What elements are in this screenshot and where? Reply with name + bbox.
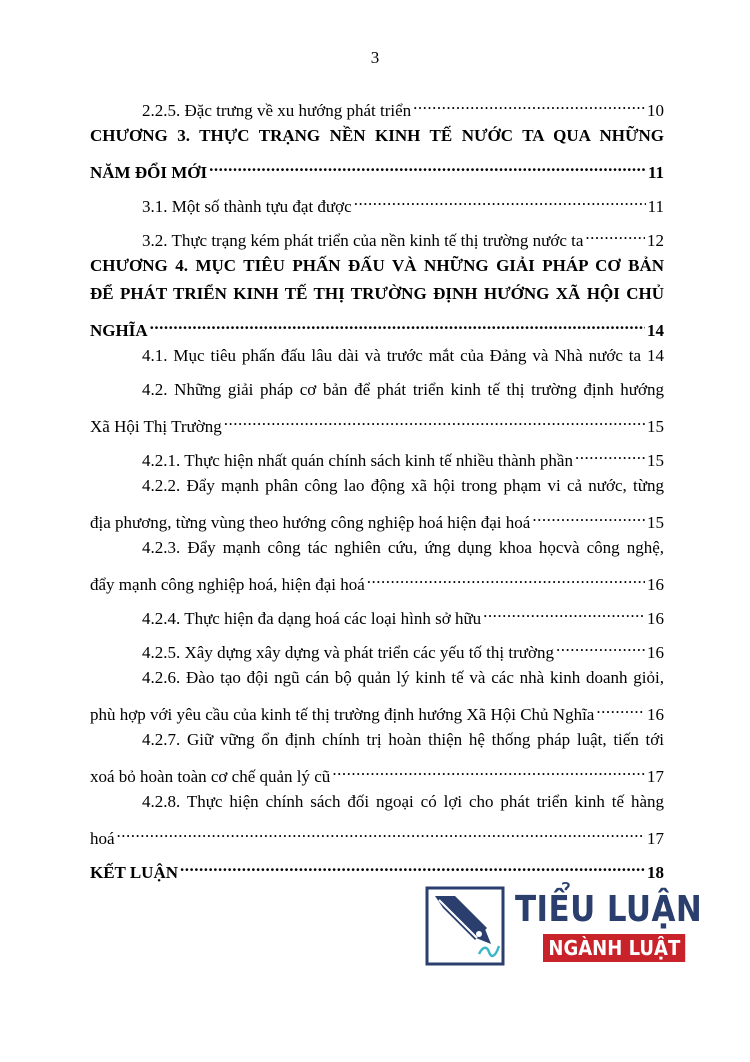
toc-entry[interactable] [90, 664, 664, 724]
toc-entry-text: địa phương, từng vùng theo hướng công nghiệp hoá hiện đại hoá [90, 513, 531, 532]
fountain-pen-nib-icon [425, 886, 505, 966]
logo-title: TIỂU LUẬN [515, 889, 703, 930]
toc-leader-dots [354, 184, 646, 212]
toc-entry-text: 4.2.7. Giữ vững ổn định chính trị hoàn thiện hệ thống pháp luật, tiến tới [142, 730, 664, 749]
toc-entry[interactable] [90, 534, 664, 594]
toc-page-number: 11 [647, 163, 664, 182]
toc-entry[interactable] [90, 788, 664, 848]
toc-page-number: 16 [647, 575, 664, 594]
toc-page-number: 16 [647, 643, 664, 662]
toc-page-number: 16 [647, 609, 664, 628]
toc-leader-dots [575, 438, 645, 466]
toc-entry[interactable] [90, 630, 664, 662]
toc-entry-text: 3.1. Một số thành tựu đạt được [142, 197, 352, 216]
toc-page-number: 17 [647, 829, 664, 848]
toc-page-number: 15 [647, 513, 664, 532]
toc-entry-text: hoá [90, 829, 115, 848]
toc-entry[interactable] [90, 472, 664, 532]
toc-entry[interactable] [90, 376, 664, 436]
toc-entry-text: Xã Hội Thị Trường [90, 417, 222, 436]
toc-line [90, 692, 664, 724]
toc-page-number: 12 [647, 231, 664, 250]
toc-leader-dots [367, 562, 645, 590]
toc-line [90, 308, 664, 340]
toc-entry-text: 4.2.8. Thực hiện chính sách đối ngoại có lợi cho phát triển kinh tế hàng [142, 792, 664, 811]
toc-line [90, 404, 664, 436]
toc-line [90, 150, 664, 182]
toc-entry-text: KẾT LUẬN [90, 863, 179, 882]
toc-entry-text: 4.2.4. Thực hiện đa dạng hoá các loại hình sở hữu [142, 609, 482, 628]
toc-entry[interactable] [90, 88, 664, 120]
toc-entry[interactable] [90, 438, 664, 470]
toc-entry[interactable] [90, 342, 664, 370]
toc-leader-dots [180, 850, 645, 878]
toc-entry-text: ĐỂ PHÁT TRIỂN KINH TẾ THỊ TRƯỜNG ĐỊNH HƯỚNG XÃ HỘI CHỦ [90, 284, 664, 303]
toc-entry-text: xoá bỏ hoàn toàn cơ chế quản lý cũ [90, 767, 331, 786]
toc-leader-dots [117, 816, 645, 844]
toc-chapter-entry[interactable] [90, 850, 664, 882]
toc-leader-dots [150, 308, 645, 336]
logo-badge: NGÀNH LUẬT [543, 934, 686, 962]
toc-line [90, 88, 664, 120]
toc-leader-dots [532, 500, 645, 528]
toc-page-number: 17 [647, 767, 664, 786]
toc-leader-dots [224, 404, 645, 432]
toc-page-number: 10 [647, 101, 664, 120]
toc-line [90, 816, 664, 848]
toc-page-number: 18 [647, 863, 664, 882]
toc-entry-text: 4.2.6. Đào tạo đội ngũ cán bộ quản lý kinh tế và các nhà kinh doanh giỏi, [142, 668, 664, 687]
toc-entry-text: 4.2.2. Đẩy mạnh phân công lao động xã hội trong phạm vi cả nước, từng [142, 476, 664, 495]
toc-entry-text: NGHĨA [90, 321, 148, 340]
toc-line [90, 184, 664, 216]
toc-entry-text: phù hợp với yêu cầu của kinh tế thị trường định hướng Xã Hội Chủ Nghĩa [90, 705, 595, 724]
toc-entry-text: 4.1. Mục tiêu phấn đấu lâu dài và trước mắt của Đảng và Nhà nước ta 14 [142, 346, 664, 365]
toc-leader-dots [596, 692, 645, 720]
toc-leader-dots [332, 754, 645, 782]
toc-entry-text: 4.2. Những giải pháp cơ bản để phát triển kinh tế thị trường định hướng [142, 380, 664, 399]
toc-page-number: 14 [647, 321, 664, 340]
toc-entry-text: CHƯƠNG 3. THỰC TRẠNG NỀN KINH TẾ NƯỚC TA QUA NHỮNG [90, 126, 664, 145]
toc-entry-text: 4.2.3. Đẩy mạnh công tác nghiên cứu, ứng dụng khoa họcvà công nghệ, [142, 538, 664, 557]
toc-entry-text: 3.2. Thực trạng kém phát triển của nền kinh tế thị trường nước ta [142, 231, 584, 250]
toc-entry-text: NĂM ĐỔI MỚI [90, 163, 208, 182]
toc-entry-text: 4.2.5. Xây dựng xây dựng và phát triển các yếu tố thị trường [142, 643, 554, 662]
logo [425, 886, 703, 966]
toc-line [90, 596, 664, 628]
toc-page-number: 15 [647, 451, 664, 470]
toc-entry-text: 4.2.1. Thực hiện nhất quán chính sách kinh tế nhiều thành phần [142, 451, 573, 470]
toc-line [90, 850, 664, 882]
toc-line [90, 218, 664, 250]
toc-chapter-entry[interactable] [90, 252, 664, 340]
toc-line [90, 500, 664, 532]
toc-leader-dots [556, 630, 645, 658]
toc-line [90, 438, 664, 470]
toc-entry[interactable] [90, 726, 664, 786]
toc-entry-text: 2.2.5. Đặc trưng về xu hướng phát triển [142, 101, 412, 120]
page-number: 3 [370, 48, 380, 67]
toc-line [90, 630, 664, 662]
table-of-contents [90, 88, 664, 884]
toc-line [90, 754, 664, 786]
toc-leader-dots [209, 150, 646, 178]
toc-page-number: 15 [647, 417, 664, 436]
toc-leader-dots [413, 88, 645, 116]
toc-entry-text: đẩy mạnh công nghiệp hoá, hiện đại hoá [90, 575, 365, 594]
toc-entry[interactable] [90, 218, 664, 250]
toc-page-number: 11 [647, 197, 664, 216]
toc-chapter-entry[interactable] [90, 122, 664, 182]
toc-entry[interactable] [90, 184, 664, 216]
toc-leader-dots [585, 218, 645, 246]
toc-entry-text: CHƯƠNG 4. MỤC TIÊU PHẤN ĐẤU VÀ NHỮNG GIẢI PHÁP CƠ BẢN [90, 256, 664, 275]
toc-line [90, 562, 664, 594]
toc-entry[interactable] [90, 596, 664, 628]
toc-leader-dots [483, 596, 645, 624]
toc-page-number: 16 [647, 705, 664, 724]
